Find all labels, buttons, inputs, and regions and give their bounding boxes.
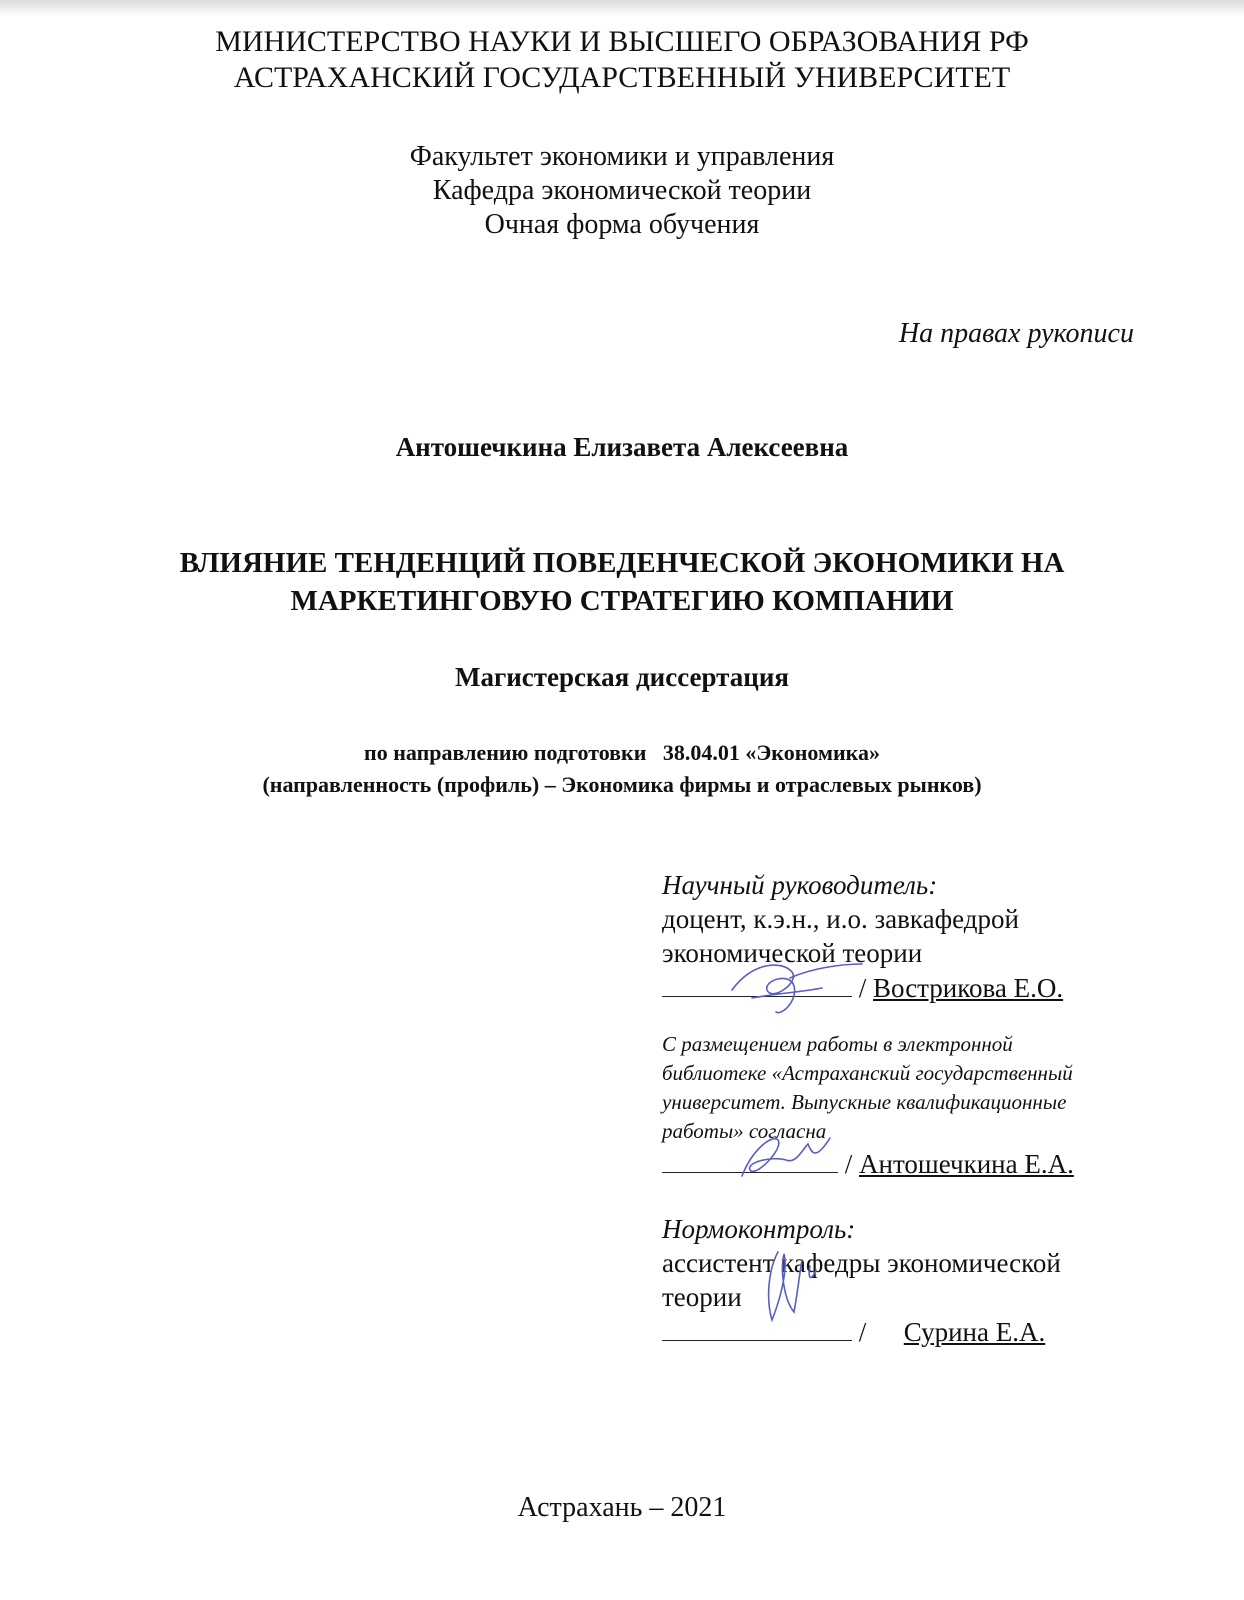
author-short-name: Антошечкина Е.А. bbox=[859, 1149, 1074, 1179]
ministry-line-1: МИНИСТЕРСТВО НАУКИ И ВЫСШЕГО ОБРАЗОВАНИЯ РФ bbox=[215, 25, 1029, 58]
normcontrol-handwritten-signature bbox=[750, 1240, 840, 1330]
thesis-title-line-2: МАРКЕТИНГОВУЮ СТРАТЕГИЮ КОМПАНИИ bbox=[290, 585, 954, 617]
consent-block bbox=[662, 1030, 1222, 1181]
city-year: Астрахань – 2021 bbox=[517, 1492, 727, 1523]
page-top-shadow bbox=[0, 0, 1244, 16]
faculty-block bbox=[0, 140, 1244, 242]
normcontrol-signature-line bbox=[662, 1314, 1222, 1349]
supervisor-position-line-1: доцент, к.э.н., и.о. завкафедрой bbox=[662, 904, 1019, 934]
supervisor-block bbox=[662, 868, 1222, 1005]
work-type: Магистерская диссертация bbox=[454, 662, 789, 692]
rights-note: На правах рукописи bbox=[898, 318, 1134, 349]
author-name: Антошечкина Елизавета Алексеевна bbox=[395, 432, 849, 462]
supervisor-signature-line bbox=[662, 970, 1222, 1005]
study-form: Очная форма обучения bbox=[484, 209, 760, 240]
study-direction bbox=[0, 737, 1244, 801]
consent-line-1: С размещением работы в электронной bbox=[662, 1032, 1013, 1056]
consent-line-2: библиотеке «Астраханский государственный bbox=[662, 1061, 1073, 1085]
signature-separator: / bbox=[858, 1317, 867, 1347]
normcontrol-block bbox=[662, 1212, 1222, 1349]
supervisor-handwritten-signature bbox=[712, 942, 892, 1022]
direction-line-2: (направленность (профиль) – Экономика фирмы и отраслевых рынков) bbox=[262, 772, 982, 797]
direction-line-1: по направлению подготовки 38.04.01 «Экономика» bbox=[364, 740, 880, 765]
normcontrol-position-line-2: теории bbox=[662, 1282, 742, 1312]
thesis-title-line-1: ВЛИЯНИЕ ТЕНДЕНЦИЙ ПОВЕДЕНЧЕСКОЙ ЭКОНОМИКИ НА bbox=[179, 547, 1065, 579]
consent-signature-line bbox=[662, 1146, 1222, 1181]
signature-separator: / bbox=[844, 1149, 853, 1179]
consent-line-3: университет. Выпускные квалификационные bbox=[662, 1090, 1067, 1114]
normcontrol-role: Нормоконтроль: bbox=[662, 1214, 856, 1244]
consent-line-4: работы» согласна bbox=[662, 1119, 827, 1143]
normcontrol-position-line-1: ассистент кафедры экономической bbox=[662, 1248, 1061, 1278]
supervisor-position-line-2: экономической теории bbox=[662, 938, 923, 968]
signature-separator: / bbox=[858, 973, 867, 1003]
normcontrol-name: Сурина Е.А. bbox=[903, 1317, 1046, 1347]
author-handwritten-signature bbox=[712, 1120, 852, 1190]
faculty-name: Факультет экономики и управления bbox=[409, 141, 835, 172]
thesis-title bbox=[0, 544, 1244, 620]
supervisor-role: Научный руководитель: bbox=[662, 870, 938, 900]
supervisor-name: Вострикова Е.О. bbox=[873, 973, 1064, 1003]
ministry-header bbox=[0, 24, 1244, 96]
ministry-line-2: АСТРАХАНСКИЙ ГОСУДАРСТВЕННЫЙ УНИВЕРСИТЕТ bbox=[233, 61, 1011, 94]
department-name: Кафедра экономической теории bbox=[432, 175, 812, 206]
